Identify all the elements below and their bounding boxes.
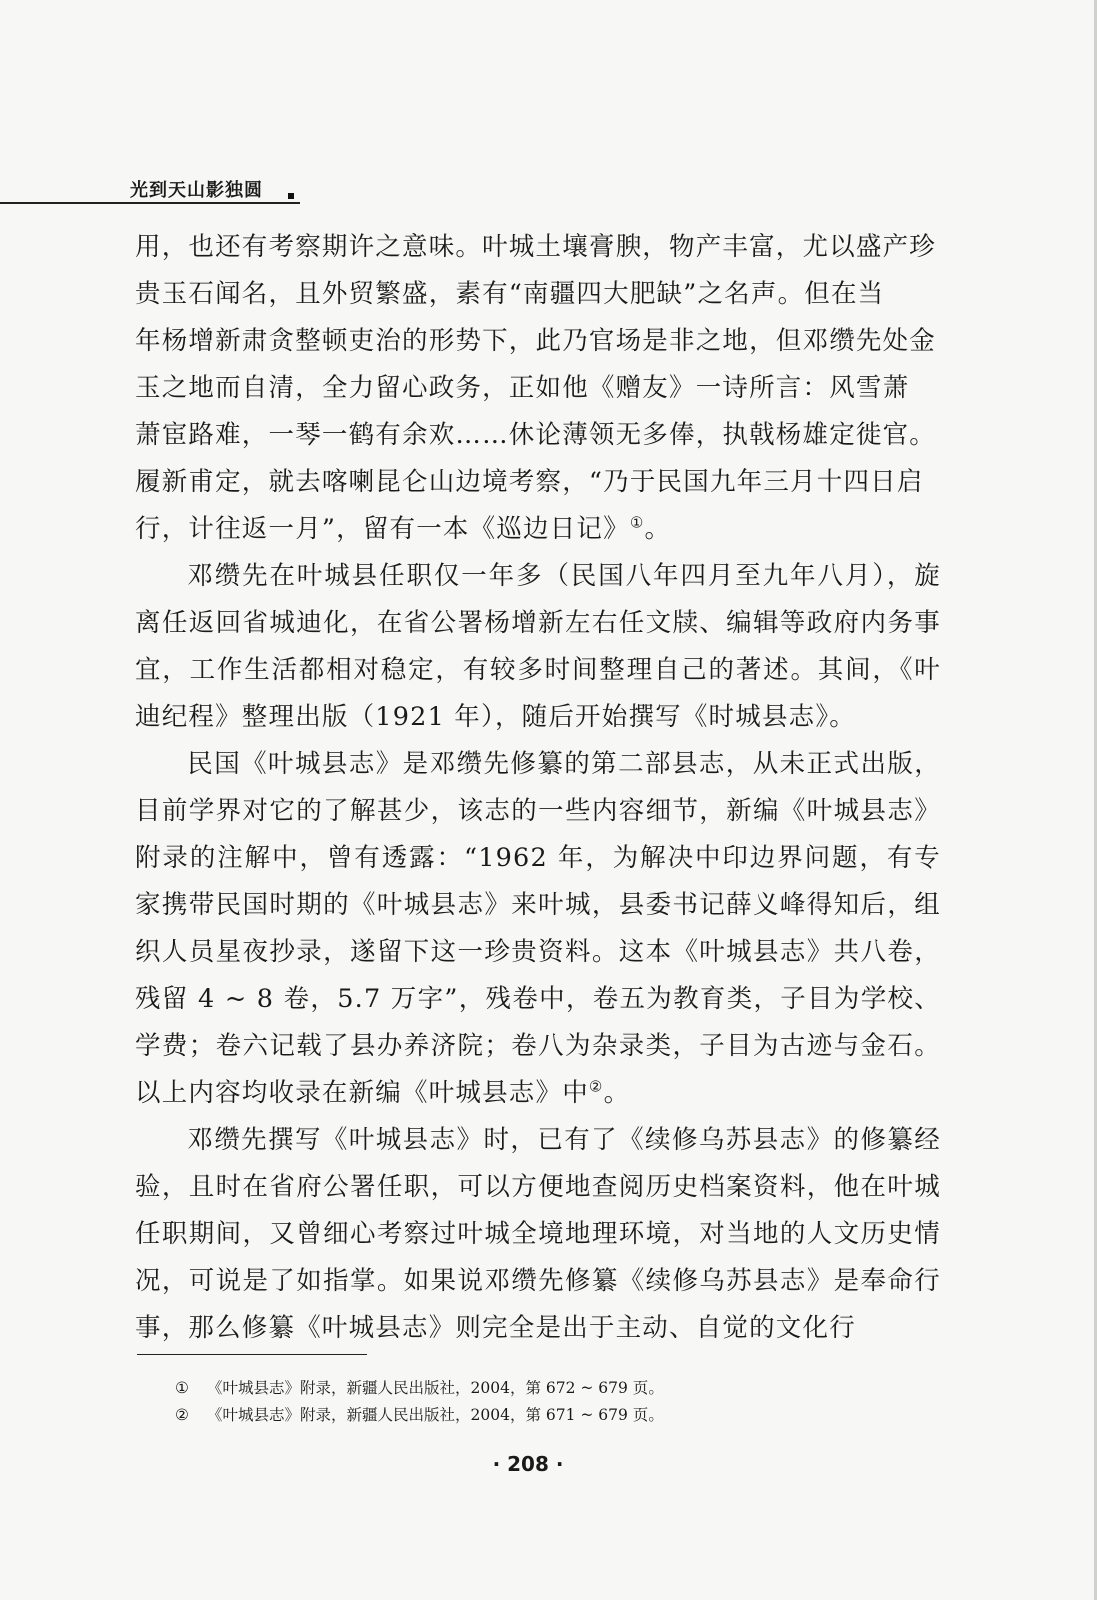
text-line: 用，也还有考察期许之意味。叶城土壤膏腴，物产丰富，尤以盛产珍 [135,232,937,262]
text-line [135,506,941,553]
paragraph-3 [135,741,941,1117]
footnote-1 [175,1375,935,1402]
text-line: 萧宦路难，一琴一鹤有余欢……休论薄领无多俸，执戟杨雄定徙官。 [135,420,937,450]
footnote-ref-1[interactable]: ① [629,513,645,532]
header-marker [288,193,294,199]
text-segment: 民国《叶城县志》是邓缵先修纂的第二部县志，从未正式出版，目前学界对它的了解甚少，该志的一些内容细节，新编《叶城县志》附录的注解中，曾有透露：“1962 年，为解决中印边界问题，有专家携带民国时期的《叶城县志》来叶城，县委书记薛义峰得知后，组织人员星夜抄录，遂留下这一珍贵资料。这本《叶城县志》共八卷，残留 4 ~ 8 卷，5.7 万字”，残卷中，卷五为教育类，子目为学校、学费；卷六记载了县办养济院；卷八为杂录类，子目为古迹与金石。以上内容均收录在新编《叶城县志》中 [135,749,941,1108]
header-rule [0,202,300,204]
footnotes [175,1375,935,1429]
footnote-rule [137,1354,367,1355]
text-line: 履新甫定，就去喀喇昆仑山边境考察，“乃于民国九年三月十四日启 [135,467,924,497]
text-segment: 。 [603,1078,631,1108]
text-line: 贵玉石闻名，且外贸繁盛，素有“南疆四大肥缺”之名声。但在当 [135,279,885,309]
footnote-text: 《叶城县志》附录，新疆人民出版社，2004，第 672 ~ 679 页。 [207,1379,664,1397]
paragraph-2: 邓缵先在叶城县任职仅一年多（民国八年四月至九年八月），旋离任返回省城迪化，在省公署杨增新左右任文牍、编辑等政府内务事宜，工作生活都相对稳定，有较多时间整理自己的著述。其间，《叶迪纪程》整理出版（1921 年），随后开始撰写《时城县志》。 [135,561,941,732]
running-header: 光到天山影独圆 [130,180,263,201]
paragraph-4: 邓缵先撰写《叶城县志》时，已有了《续修乌苏县志》的修纂经验，且时在省府公署任职，可以方便地查阅历史档案资料，他在叶城任职期间，又曾细心考察过叶城全境地理环境，对当地的人文历史情况，可说是了如指掌。如果说邓缵先修纂《续修乌苏县志》是奉命行事，那么修纂《叶城县志》则完全是出于主动、自觉的文化行 [135,1125,941,1343]
footnote-ref-2[interactable]: ② [588,1077,604,1096]
footnote-mark: ① [175,1379,189,1397]
footnote-mark: ② [175,1406,189,1424]
body-text [135,224,941,1352]
footnote-text: 《叶城县志》附录，新疆人民出版社，2004，第 671 ~ 679 页。 [207,1406,664,1424]
text-line: 年杨增新肃贪整顿吏治的形势下，此乃官场是非之地，但邓缵先处金 [135,326,937,356]
text-segment: 。 [644,514,672,544]
footnote-2 [175,1402,935,1429]
text-segment: 行，计往返一月”，留有一本《巡边日记》 [135,514,630,544]
page-number: · 208 · [492,1452,564,1476]
text-line: 玉之地而自清，全力留心政务，正如他《赠友》一诗所言：风雪萧 [135,373,910,403]
paragraph-1 [135,224,941,553]
